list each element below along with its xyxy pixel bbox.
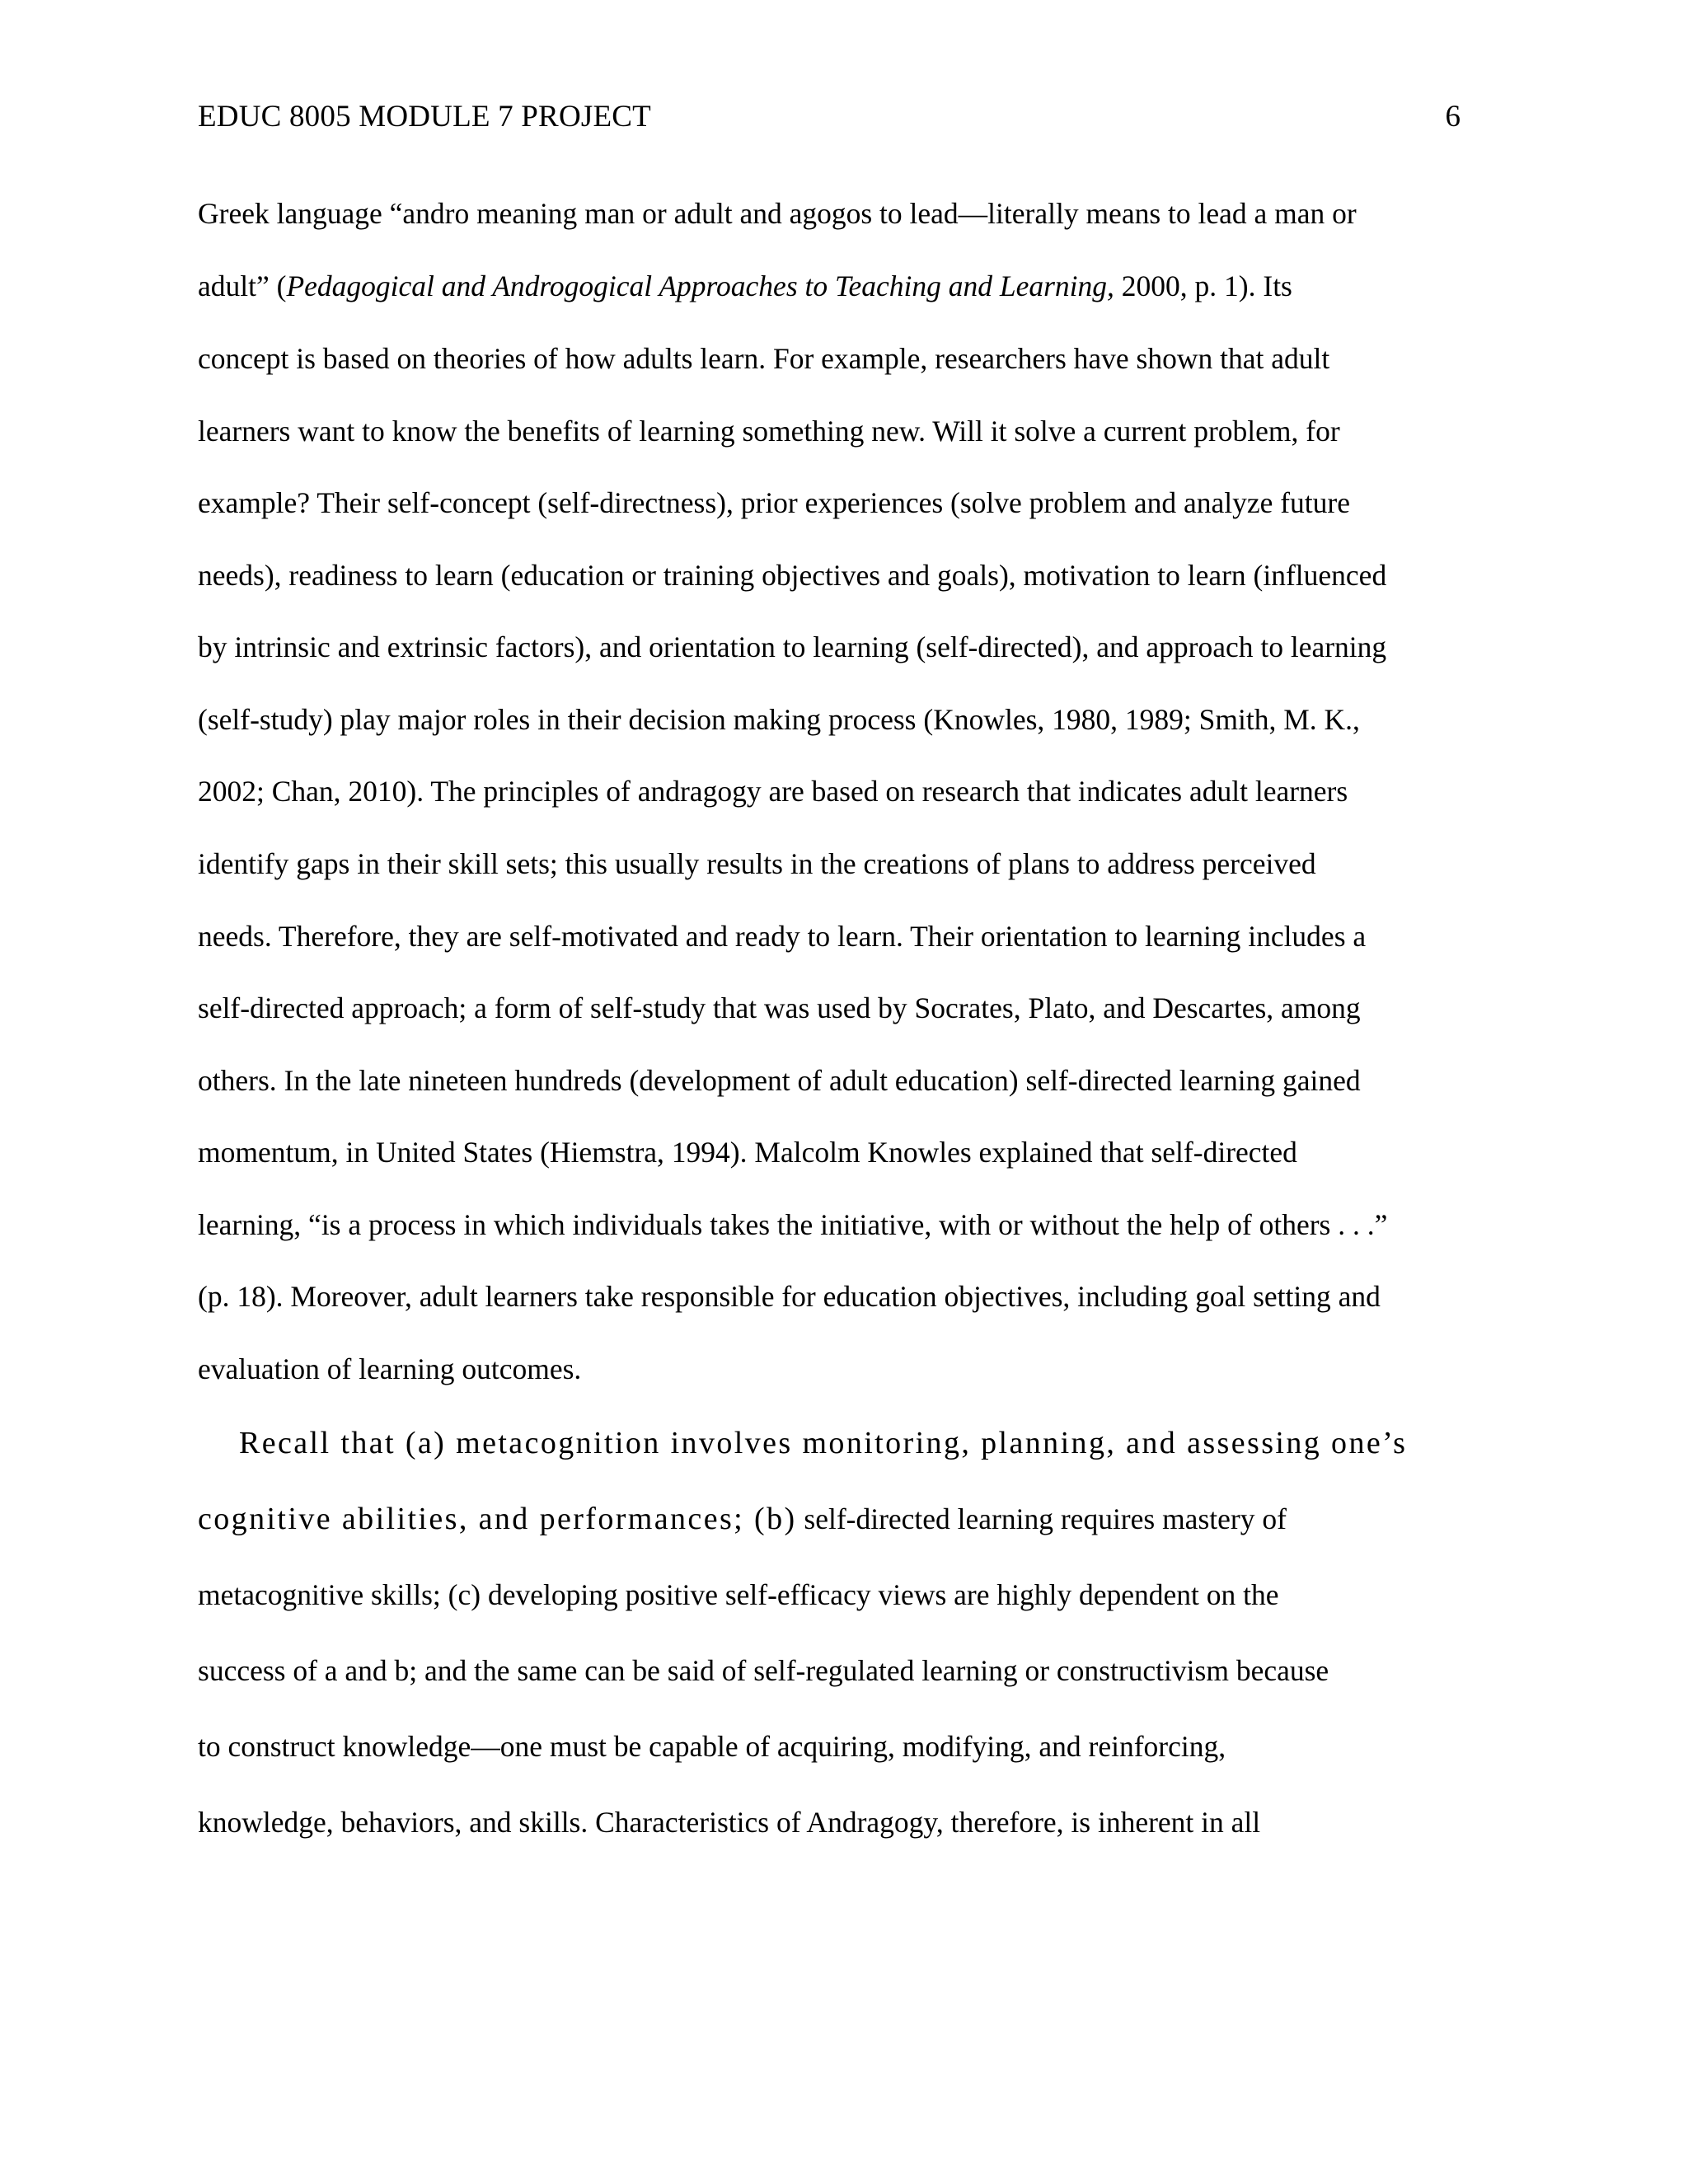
paragraph-1-line: others. In the late nineteen hundreds (development of adult education) self-directed learning gained xyxy=(198,1064,1361,1097)
text-run: Recall that (a) metacognition involves monitoring, planning, and assessing one’s xyxy=(239,1426,1408,1460)
text-run: self-directed learning requires mastery of xyxy=(796,1502,1287,1535)
text-run: adult” ( xyxy=(198,269,287,302)
paragraph-2-line: to construct knowledge—one must be capable of acquiring, modifying, and reinforcing, xyxy=(198,1730,1226,1763)
paragraph-1-line: learning, “is a process in which individuals takes the initiative, with or without the help of others . . .” xyxy=(198,1208,1388,1241)
paragraph-1-line: (p. 18). Moreover, adult learners take responsible for education objectives, including goal setting and xyxy=(198,1280,1381,1313)
paragraph-1-line: 2002; Chan, 2010). The principles of andragogy are based on research that indicates adult learners xyxy=(198,775,1348,808)
paragraph-1-line: Greek language “andro meaning man or adult and agogos to lead—literally means to lead a man or xyxy=(198,197,1357,230)
paragraph-2-line: knowledge, behaviors, and skills. Characteristics of Andragogy, therefore, is inherent in all xyxy=(198,1806,1261,1839)
paragraph-2-line xyxy=(239,1423,1407,1463)
paragraph-1-line: momentum, in United States (Hiemstra, 1994). Malcolm Knowles explained that self-directed xyxy=(198,1136,1297,1169)
paragraph-1-line: by intrinsic and extrinsic factors), and orientation to learning (self-directed), and approach to learning xyxy=(198,630,1387,663)
paragraph-1-line: needs. Therefore, they are self-motivated and ready to learn. Their orientation to learning includes a xyxy=(198,920,1367,953)
paragraph-1-line: concept is based on theories of how adults learn. For example, researchers have shown that adult xyxy=(198,342,1330,375)
paragraph-1-line xyxy=(198,266,1292,306)
paragraph-1-line: (self-study) play major roles in their decision making process (Knowles, 1980, 1989; Smith, M. K., xyxy=(198,703,1360,736)
paragraph-1-line: example? Their self-concept (self-directness), prior experiences (solve problem and analyze future xyxy=(198,486,1351,519)
paragraph-1-line: self-directed approach; a form of self-study that was used by Socrates, Plato, and Descartes, among xyxy=(198,991,1361,1024)
paragraph-2-line xyxy=(198,1499,1287,1539)
paragraph-1-line: needs), readiness to learn (education or training objectives and goals), motivation to learn (influenced xyxy=(198,559,1387,592)
text-run: cognitive abilities, and performances; (b) xyxy=(198,1502,797,1536)
cited-title: Pedagogical and Androgogical Approaches to Teaching and Learning, xyxy=(286,269,1114,302)
paragraph-1-line: learners want to know the benefits of learning something new. Will it solve a current problem, for xyxy=(198,415,1340,448)
running-head: EDUC 8005 MODULE 7 PROJECT xyxy=(198,100,651,134)
page-number: 6 xyxy=(1445,100,1461,134)
paragraph-1-line: evaluation of learning outcomes. xyxy=(198,1352,582,1385)
paragraph-2-line: metacognitive skills; (c) developing positive self-efficacy views are highly dependent on the xyxy=(198,1578,1279,1611)
paragraph-2-line: success of a and b; and the same can be said of self-regulated learning or constructivism because xyxy=(198,1654,1329,1687)
text-run: 2000, p. 1). Its xyxy=(1114,269,1292,302)
paragraph-1-line: identify gaps in their skill sets; this usually results in the creations of plans to address perceived xyxy=(198,847,1316,880)
